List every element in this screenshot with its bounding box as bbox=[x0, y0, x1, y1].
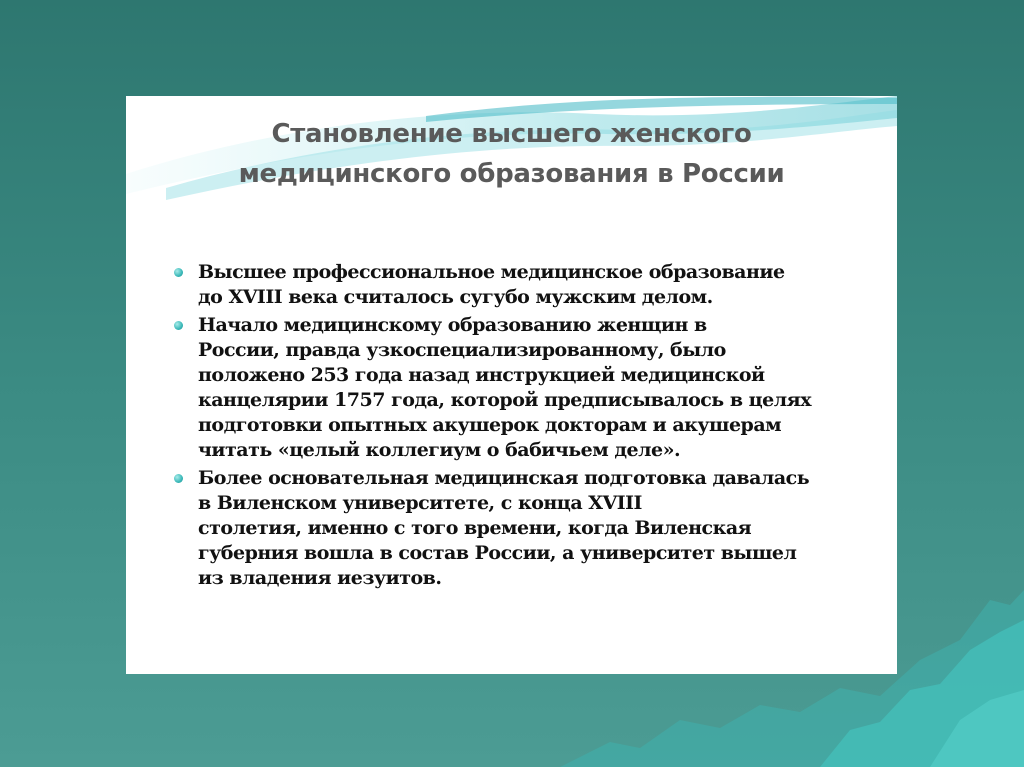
bullet-dot-icon bbox=[174, 474, 183, 483]
bullet-text-line: положено 253 года назад инструкцией медицинской bbox=[198, 364, 765, 386]
title-line: Становление высшего женского bbox=[271, 119, 752, 149]
bullet-text-line: из владения иезуитов. bbox=[198, 567, 442, 589]
title-line: медицинского образования в России bbox=[238, 159, 785, 189]
bullet-text-line: Более основательная медицинская подготовка давалась bbox=[198, 467, 810, 489]
bullet-item bbox=[172, 466, 862, 591]
bullet-text-line: России, правда узкоспециализированному, было bbox=[198, 339, 726, 361]
bullet-text-line: Начало медицинскому образованию женщин в bbox=[198, 314, 707, 336]
bullet-text-line: до XVIII века считалось сугубо мужским делом. bbox=[198, 286, 713, 308]
bullet-item bbox=[172, 260, 862, 310]
bullet-text-line: в Виленском университете, с конца XVIII bbox=[198, 492, 642, 514]
bullet-text-line: подготовки опытных акушерок докторам и акушерам bbox=[198, 414, 782, 436]
bullet-text-line: канцелярии 1757 года, которой предписывалось в целях bbox=[198, 389, 812, 411]
bullet-item bbox=[172, 313, 862, 463]
bullet-list bbox=[172, 260, 862, 594]
bullet-text-line: столетия, именно с того времени, когда Виленская bbox=[198, 517, 752, 539]
slide-title bbox=[186, 114, 837, 194]
bullet-text-line: губерния вошла в состав России, а университет вышел bbox=[198, 542, 797, 564]
bullet-text-line: Высшее профессиональное медицинское образование bbox=[198, 261, 785, 283]
bullet-dot-icon bbox=[174, 268, 183, 277]
bullet-text-line: читать «целый коллегиум о бабичьем деле». bbox=[198, 439, 681, 461]
bullet-dot-icon bbox=[174, 321, 183, 330]
content-panel bbox=[126, 96, 897, 674]
